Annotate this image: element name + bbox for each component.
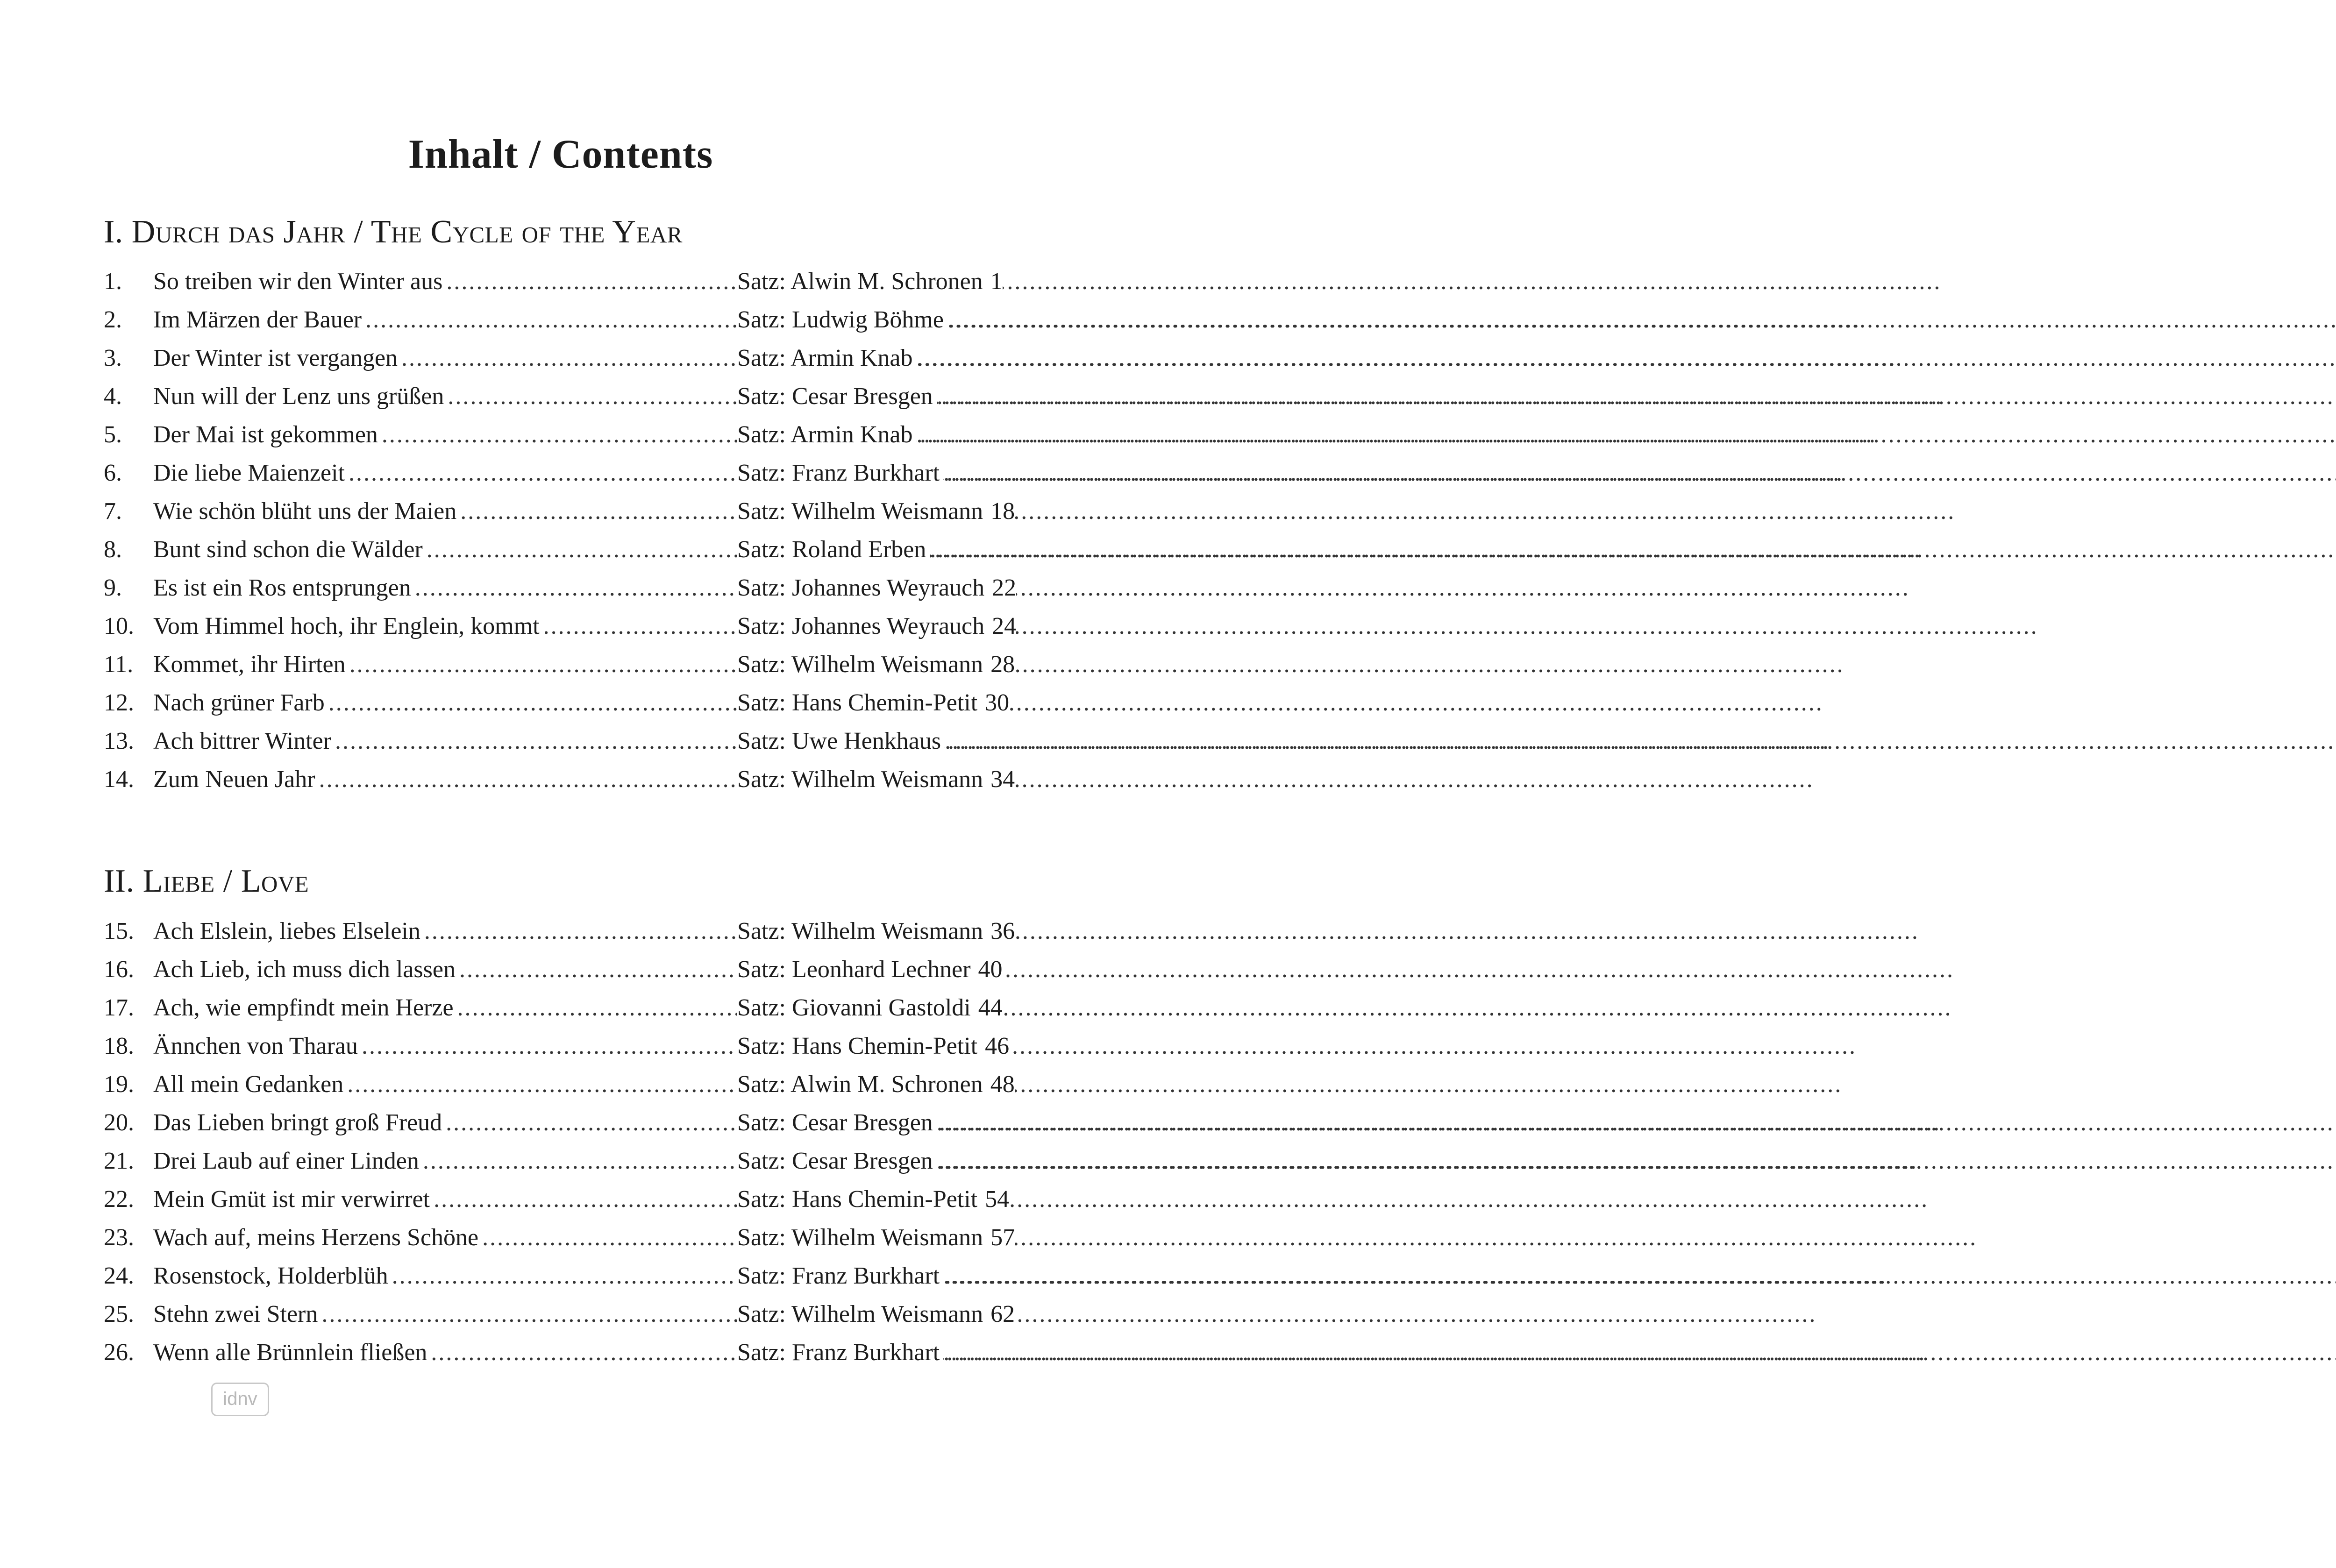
song-title: Vom Himmel hoch, ihr Englein, kommt	[153, 607, 543, 646]
song-title: Der Mai ist gekommen	[153, 416, 382, 454]
dot-leader	[424, 912, 1919, 951]
song-title: All mein Gedanken	[153, 1065, 347, 1104]
entry-number: 19.	[104, 1071, 134, 1098]
arranger: Satz: Hans Chemin-Petit	[737, 1180, 981, 1219]
arranger: Satz: Armin Knab	[737, 339, 917, 377]
toc-entry	[104, 301, 994, 339]
page-title: Inhalt / Contents	[408, 131, 713, 177]
toc-entry	[104, 989, 1003, 1027]
arranger-cell	[737, 263, 1003, 301]
song-title-cell	[153, 607, 737, 646]
page-number: 57	[987, 1219, 1015, 1257]
song-title-cell	[153, 1065, 737, 1104]
song-title: Nun will der Lenz uns grüßen	[153, 377, 448, 416]
song-title: So treiben wir den Winter aus	[153, 263, 446, 301]
song-title-cell	[153, 339, 737, 377]
song-title-cell	[153, 1219, 737, 1257]
song-title: Mein Gmüt ist mir verwirret	[153, 1180, 434, 1219]
song-title-cell	[153, 416, 737, 454]
arranger: Satz: Cesar Bresgen	[737, 1142, 937, 1180]
dot-leader	[945, 722, 2336, 760]
song-title-cell	[153, 1027, 737, 1065]
song-title: Ach bittrer Winter	[153, 722, 335, 760]
dot-leader	[937, 377, 2336, 416]
entry-number: 7.	[104, 498, 122, 525]
arranger: Satz: Uwe Henkhaus	[737, 722, 945, 760]
toc-entry	[104, 454, 994, 492]
song-title-cell	[153, 1180, 737, 1219]
arranger-cell	[737, 951, 1003, 989]
entry-number: 14.	[104, 766, 134, 793]
arranger: Satz: Wilhelm Weismann	[737, 912, 987, 951]
entry-number: 4.	[104, 383, 122, 410]
page-number: 44	[975, 989, 1003, 1027]
entry-number: 1.	[104, 268, 122, 295]
arranger: Satz: Hans Chemin-Petit	[737, 684, 981, 722]
dot-leader	[943, 454, 2336, 492]
toc-entry	[104, 722, 994, 760]
song-title-cell	[153, 569, 737, 607]
arranger-cell	[737, 1295, 1015, 1334]
toc-entry	[104, 951, 1003, 989]
arranger-cell	[737, 912, 1015, 951]
dot-leader	[349, 646, 1845, 684]
arranger-cell	[737, 1065, 1015, 1104]
song-title-cell	[153, 454, 737, 492]
song-title: Kommet, ihr Hirten	[153, 646, 349, 684]
song-title-cell	[153, 1295, 737, 1334]
song-title-cell	[153, 951, 737, 989]
dot-leader	[937, 1104, 2336, 1142]
arranger-cell	[737, 1142, 994, 1180]
toc-entry	[104, 684, 1010, 722]
toc-entry	[104, 1257, 994, 1295]
page-number: 48	[987, 1065, 1015, 1104]
arranger: Satz: Wilhelm Weismann	[737, 1219, 987, 1257]
song-title-cell	[153, 1104, 737, 1142]
arranger-cell	[737, 1027, 1010, 1065]
song-title-cell	[153, 1257, 737, 1295]
toc-entry	[104, 416, 994, 454]
song-title: Es ist ein Ros entsprungen	[153, 569, 415, 607]
arranger-cell	[737, 1104, 994, 1142]
song-title-cell	[153, 1334, 737, 1372]
entry-number: 20.	[104, 1109, 134, 1136]
arranger-cell	[737, 684, 1010, 722]
arranger: Satz: Wilhelm Weismann	[737, 1295, 987, 1334]
watermark-stamp: idnv	[211, 1383, 269, 1416]
song-title: Im Märzen der Bauer	[153, 301, 365, 339]
song-title-cell	[153, 760, 737, 799]
arranger-cell	[737, 301, 994, 339]
arranger-cell	[737, 492, 1015, 531]
toc-entry	[104, 607, 1017, 646]
arranger-cell	[737, 569, 1017, 607]
toc-entry	[104, 1027, 1010, 1065]
page-number: 36	[987, 912, 1015, 951]
entry-number: 8.	[104, 536, 122, 563]
entry-number: 17.	[104, 994, 134, 1021]
toc-entry	[104, 531, 994, 569]
song-title-cell	[153, 531, 737, 569]
arranger: Satz: Franz Burkhart	[737, 454, 943, 492]
song-title: Ännchen von Tharau	[153, 1027, 362, 1065]
arranger-cell	[737, 416, 994, 454]
arranger-cell	[737, 1257, 994, 1295]
song-title: Die liebe Maienzeit	[153, 454, 349, 492]
arranger: Satz: Alwin M. Schronen	[737, 263, 987, 301]
dot-leader	[446, 263, 1941, 301]
dot-leader	[434, 1180, 1929, 1219]
arranger-cell	[737, 1180, 1010, 1219]
entry-number: 10.	[104, 613, 134, 639]
arranger: Satz: Franz Burkhart	[737, 1257, 943, 1295]
entry-number: 21.	[104, 1148, 134, 1174]
arranger-cell	[737, 722, 994, 760]
song-title: Der Winter ist vergangen	[153, 339, 401, 377]
toc-entry	[104, 569, 1017, 607]
toc-section-love	[104, 912, 1015, 1372]
arranger: Satz: Alwin M. Schronen	[737, 1065, 987, 1104]
song-title: Wie schön blüht uns der Maien	[153, 492, 460, 531]
toc-entry	[104, 760, 1015, 799]
page-number: 62	[987, 1295, 1015, 1334]
dot-leader	[937, 1142, 2336, 1180]
toc-entry	[104, 1219, 1015, 1257]
toc-entry	[104, 646, 1015, 684]
arranger-cell	[737, 646, 1015, 684]
dot-leader	[460, 492, 1955, 531]
arranger: Satz: Wilhelm Weismann	[737, 492, 987, 531]
dot-leader	[347, 1065, 1842, 1104]
entry-number: 26.	[104, 1339, 134, 1366]
arranger: Satz: Johannes Weyrauch	[737, 569, 988, 607]
page-number: 22	[988, 569, 1016, 607]
dot-leader	[459, 951, 1954, 989]
page-number: 24	[988, 607, 1016, 646]
page-number: 54	[981, 1180, 1009, 1219]
entry-number: 22.	[104, 1186, 134, 1213]
dot-leader	[457, 989, 1952, 1027]
toc-entry	[104, 377, 994, 416]
arranger: Satz: Ludwig Böhme	[737, 301, 947, 339]
toc-entry	[104, 1180, 1010, 1219]
page-number: 28	[987, 646, 1015, 684]
song-title: Das Lieben bringt groß Freud	[153, 1104, 446, 1142]
arranger-cell	[737, 454, 994, 492]
page-number: 34	[987, 760, 1015, 799]
song-title: Stehn zwei Stern	[153, 1295, 321, 1334]
entry-number: 24.	[104, 1263, 134, 1289]
section-heading-cycle-of-the-year: I. Durch das Jahr / The Cycle of the Year	[104, 214, 683, 250]
song-title: Ach, wie empfindt mein Herze	[153, 989, 457, 1027]
song-title-cell	[153, 263, 737, 301]
arranger: Satz: Franz Burkhart	[737, 1334, 943, 1372]
arranger: Satz: Wilhelm Weismann	[737, 760, 987, 799]
arranger: Satz: Johannes Weyrauch	[737, 607, 988, 646]
song-title-cell	[153, 722, 737, 760]
dot-leader	[943, 1334, 2336, 1372]
song-title: Wach auf, meins Herzens Schöne	[153, 1219, 482, 1257]
page-number: 18	[987, 492, 1015, 531]
song-title-cell	[153, 1142, 737, 1180]
song-title-cell	[153, 301, 737, 339]
page-number: 46	[981, 1027, 1009, 1065]
dot-leader	[321, 1295, 1816, 1334]
page-number: 30	[981, 684, 1009, 722]
arranger: Satz: Cesar Bresgen	[737, 1104, 937, 1142]
song-title: Rosenstock, Holderblüh	[153, 1257, 392, 1295]
dot-leader	[482, 1219, 1977, 1257]
entry-number: 12.	[104, 689, 134, 716]
arranger: Satz: Cesar Bresgen	[737, 377, 937, 416]
dot-leader	[362, 1027, 1857, 1065]
dot-leader	[930, 531, 2336, 569]
song-title-cell	[153, 492, 737, 531]
song-title-cell	[153, 989, 737, 1027]
entry-number: 13.	[104, 728, 134, 754]
entry-number: 11.	[104, 651, 134, 678]
toc-entry	[104, 492, 1015, 531]
arranger-cell	[737, 1219, 1015, 1257]
arranger-cell	[737, 760, 1015, 799]
song-title-cell	[153, 912, 737, 951]
toc-entry	[104, 1142, 994, 1180]
arranger-cell	[737, 1334, 994, 1372]
toc-entry	[104, 339, 994, 377]
entry-number: 25.	[104, 1301, 134, 1327]
dot-leader	[319, 760, 1814, 799]
dot-leader	[328, 684, 1823, 722]
entry-number: 6.	[104, 460, 122, 486]
entry-number: 2.	[104, 306, 122, 333]
song-title-cell	[153, 646, 737, 684]
dot-leader	[415, 569, 1910, 607]
arranger-cell	[737, 989, 1003, 1027]
song-title: Ach Lieb, ich muss dich lassen	[153, 951, 459, 989]
entry-number: 18.	[104, 1033, 134, 1059]
toc-section-cycle-of-the-year	[104, 263, 1017, 799]
song-title: Wenn alle Brünnlein fließen	[153, 1334, 431, 1372]
toc-entry	[104, 1065, 1015, 1104]
dot-leader	[917, 339, 2336, 377]
page-number: 1	[987, 263, 1003, 301]
arranger: Satz: Roland Erben	[737, 531, 930, 569]
toc-entry	[104, 1334, 994, 1372]
song-title: Ach Elslein, liebes Elselein	[153, 912, 424, 951]
song-title-cell	[153, 377, 737, 416]
arranger-cell	[737, 607, 1017, 646]
arranger: Satz: Giovanni Gastoldi	[737, 989, 975, 1027]
song-title-cell	[153, 684, 737, 722]
song-title: Bunt sind schon die Wälder	[153, 531, 427, 569]
arranger: Satz: Armin Knab	[737, 416, 917, 454]
section-heading-love: II. Liebe / Love	[104, 863, 309, 899]
arranger: Satz: Leonhard Lechner	[737, 951, 975, 989]
toc-entry	[104, 1104, 994, 1142]
entry-number: 23.	[104, 1224, 134, 1251]
arranger-cell	[737, 339, 994, 377]
dot-leader	[917, 416, 2336, 454]
song-title: Zum Neuen Jahr	[153, 760, 319, 799]
arranger: Satz: Wilhelm Weismann	[737, 646, 987, 684]
toc-entry	[104, 912, 1015, 951]
arranger: Satz: Hans Chemin-Petit	[737, 1027, 981, 1065]
song-title: Nach grüner Farb	[153, 684, 328, 722]
page-number: 40	[975, 951, 1003, 989]
entry-number: 5.	[104, 421, 122, 448]
arranger-cell	[737, 531, 994, 569]
arranger-cell	[737, 377, 994, 416]
song-title: Drei Laub auf einer Linden	[153, 1142, 423, 1180]
dot-leader	[943, 1257, 2336, 1295]
entry-number: 9.	[104, 575, 122, 601]
toc-entry	[104, 263, 1003, 301]
dot-leader	[947, 301, 2336, 339]
entry-number: 15.	[104, 918, 134, 944]
entry-number: 3.	[104, 345, 122, 371]
entry-number: 16.	[104, 956, 134, 983]
toc-entry	[104, 1295, 1015, 1334]
